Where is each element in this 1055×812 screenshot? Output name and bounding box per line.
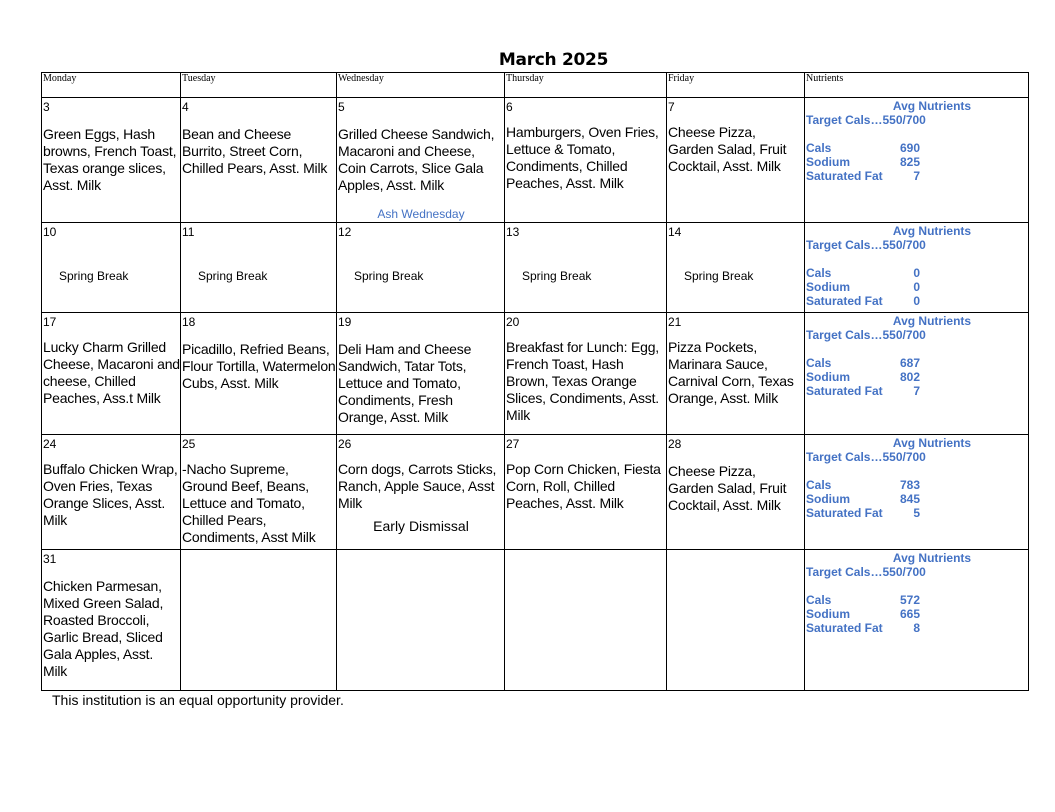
day-number: 27 bbox=[506, 437, 520, 451]
menu-text: Chicken Parmesan, Mixed Green Salad, Roasted Broccoli, Garlic Bread, Sliced Gala Apples, Asst. Milk bbox=[43, 578, 164, 679]
menu-text: Corn dogs, Carrots Sticks, Ranch, Apple Sauce, Asst Milk bbox=[338, 461, 497, 511]
satfat-value: 5 bbox=[913, 506, 920, 520]
day-number: 21 bbox=[668, 315, 682, 329]
sodium-value: 845 bbox=[899, 492, 920, 506]
header-tuesday: Tuesday bbox=[181, 73, 337, 98]
day-cell bbox=[42, 435, 181, 550]
target-cals: Target Cals…550/700 bbox=[806, 565, 926, 579]
day-cell bbox=[42, 550, 181, 691]
menu-text: Green Eggs, Hash browns, French Toast, Texas orange slices, Asst. Milk bbox=[43, 126, 177, 193]
day-number: 12 bbox=[338, 225, 352, 239]
day-cell bbox=[181, 550, 337, 691]
target-cals: Target Cals…550/700 bbox=[806, 328, 926, 342]
menu-text: Spring Break bbox=[59, 269, 129, 283]
day-number: 26 bbox=[338, 437, 352, 451]
cals-label: Cals bbox=[806, 141, 832, 155]
day-cell bbox=[337, 313, 505, 435]
header-monday: Monday bbox=[42, 73, 181, 98]
target-cals: Target Cals…550/700 bbox=[806, 450, 926, 464]
day-number: 24 bbox=[43, 437, 57, 451]
target-cals: Target Cals…550/700 bbox=[806, 238, 926, 252]
day-cell bbox=[505, 435, 667, 550]
menu-text: Spring Break bbox=[354, 269, 424, 283]
menu-text: Spring Break bbox=[522, 269, 592, 283]
satfat-value: 8 bbox=[913, 621, 920, 635]
menu-text: Pizza Pockets, Marinara Sauce, Carnival Corn, Texas Orange, Asst. Milk bbox=[668, 339, 794, 406]
day-number: 13 bbox=[506, 225, 520, 239]
week-row bbox=[42, 313, 1029, 435]
nutrients-cell bbox=[805, 98, 1029, 223]
sodium-value: 825 bbox=[899, 155, 920, 169]
day-number: 19 bbox=[338, 315, 352, 329]
nutrients-cell bbox=[805, 550, 1029, 691]
satfat-label: Saturated Fat bbox=[806, 384, 883, 398]
cals-label: Cals bbox=[806, 266, 832, 280]
day-cell bbox=[505, 313, 667, 435]
day-cell bbox=[181, 435, 337, 550]
nutrients-cell bbox=[805, 313, 1029, 435]
nutrients-heading: Avg Nutrients bbox=[892, 551, 972, 565]
target-cals: Target Cals…550/700 bbox=[806, 113, 926, 127]
day-cell bbox=[667, 223, 805, 313]
day-cell bbox=[505, 98, 667, 223]
sodium-label: Sodium bbox=[806, 492, 850, 506]
day-number: 3 bbox=[43, 100, 50, 114]
cals-value: 783 bbox=[899, 478, 920, 492]
cals-value: 0 bbox=[913, 266, 920, 280]
footer-disclaimer: This institution is an equal opportunity provider. bbox=[52, 692, 344, 708]
day-number: 17 bbox=[43, 315, 57, 329]
header-row bbox=[42, 73, 1029, 98]
day-number: 31 bbox=[43, 552, 57, 566]
week-row bbox=[42, 223, 1029, 313]
day-number: 14 bbox=[668, 225, 682, 239]
nutrients-cell bbox=[805, 223, 1029, 313]
satfat-label: Saturated Fat bbox=[806, 294, 883, 308]
day-number: 4 bbox=[182, 100, 189, 114]
menu-text: Cheese Pizza, Garden Salad, Fruit Cocktail, Asst. Milk bbox=[668, 463, 787, 513]
sodium-label: Sodium bbox=[806, 607, 850, 621]
cals-label: Cals bbox=[806, 356, 832, 370]
day-cell bbox=[181, 98, 337, 223]
menu-text: Spring Break bbox=[684, 269, 754, 283]
nutrients-cell bbox=[805, 435, 1029, 550]
day-cell bbox=[667, 98, 805, 223]
menu-text: Buffalo Chicken Wrap, Oven Fries, Texas Orange Slices, Asst. Milk bbox=[43, 461, 178, 528]
menu-text: Pop Corn Chicken, Fiesta Corn, Roll, Chilled Peaches, Asst. Milk bbox=[506, 461, 661, 511]
day-cell bbox=[42, 313, 181, 435]
nutrients-heading: Avg Nutrients bbox=[892, 436, 972, 450]
satfat-label: Saturated Fat bbox=[806, 169, 883, 183]
cals-value: 687 bbox=[899, 356, 920, 370]
day-number: 18 bbox=[182, 315, 196, 329]
menu-text: -Nacho Supreme, Ground Beef, Beans, Lettuce and Tomato, Chilled Pears, Condiments, Asst Milk bbox=[182, 461, 316, 545]
sodium-value: 0 bbox=[913, 280, 920, 294]
menu-text: Spring Break bbox=[198, 269, 268, 283]
menu-text: Deli Ham and Cheese Sandwich, Tatar Tots, Lettuce and Tomato, Condiments, Fresh Orange, Asst. Milk bbox=[338, 341, 472, 425]
week-row bbox=[42, 435, 1029, 550]
day-cell bbox=[42, 98, 181, 223]
day-cell bbox=[181, 313, 337, 435]
day-number: 28 bbox=[668, 437, 682, 451]
cals-value: 572 bbox=[899, 593, 920, 607]
page-title: March 2025 bbox=[498, 50, 609, 70]
week-row bbox=[42, 550, 1029, 691]
cals-label: Cals bbox=[806, 593, 832, 607]
nutrients-heading: Avg Nutrients bbox=[892, 314, 972, 328]
day-cell bbox=[505, 550, 667, 691]
satfat-label: Saturated Fat bbox=[806, 621, 883, 635]
menu-text: Grilled Cheese Sandwich, Macaroni and Cheese, Coin Carrots, Slice Gala Apples, Asst. Milk bbox=[338, 126, 495, 193]
menu-text: Bean and Cheese Burrito, Street Corn, Chilled Pears, Asst. Milk bbox=[182, 126, 328, 176]
sodium-value: 665 bbox=[899, 607, 920, 621]
header-friday: Friday bbox=[667, 73, 805, 98]
day-number: 25 bbox=[182, 437, 196, 451]
day-number: 10 bbox=[43, 225, 57, 239]
satfat-label: Saturated Fat bbox=[806, 506, 883, 520]
day-number: 6 bbox=[506, 100, 513, 114]
day-cell bbox=[667, 435, 805, 550]
day-note: Ash Wednesday bbox=[377, 207, 465, 221]
header-nutrients: Nutrients bbox=[805, 73, 1029, 98]
menu-text: Picadillo, Refried Beans, Flour Tortilla, Watermelon Cubs, Asst. Milk bbox=[182, 341, 336, 391]
satfat-value: 0 bbox=[913, 294, 920, 308]
day-cell bbox=[337, 98, 505, 223]
day-cell bbox=[337, 435, 505, 550]
day-note: Early Dismissal bbox=[373, 518, 469, 534]
day-cell bbox=[505, 223, 667, 313]
sodium-label: Sodium bbox=[806, 280, 850, 294]
satfat-value: 7 bbox=[913, 169, 920, 183]
menu-text: Cheese Pizza, Garden Salad, Fruit Cocktail, Asst. Milk bbox=[668, 124, 787, 174]
cals-value: 690 bbox=[899, 141, 920, 155]
day-number: 20 bbox=[506, 315, 520, 329]
day-cell bbox=[337, 223, 505, 313]
header-thursday: Thursday bbox=[505, 73, 667, 98]
menu-calendar bbox=[41, 72, 1029, 691]
nutrients-heading: Avg Nutrients bbox=[892, 99, 972, 113]
sodium-value: 802 bbox=[899, 370, 920, 384]
day-cell bbox=[667, 550, 805, 691]
day-number: 11 bbox=[182, 225, 195, 239]
day-cell bbox=[42, 223, 181, 313]
sodium-label: Sodium bbox=[806, 370, 850, 384]
day-number: 7 bbox=[668, 100, 675, 114]
week-row bbox=[42, 98, 1029, 223]
day-cell bbox=[337, 550, 505, 691]
menu-text: Breakfast for Lunch: Egg, French Toast, Hash Brown, Texas Orange Slices, Condiments, Asst. Milk bbox=[506, 339, 659, 423]
cals-label: Cals bbox=[806, 478, 832, 492]
menu-text: Hamburgers, Oven Fries, Lettuce & Tomato, Condiments, Chilled Peaches, Asst. Milk bbox=[506, 124, 659, 191]
header-wednesday: Wednesday bbox=[337, 73, 505, 98]
day-number: 5 bbox=[338, 100, 345, 114]
day-cell bbox=[667, 313, 805, 435]
sodium-label: Sodium bbox=[806, 155, 850, 169]
nutrients-heading: Avg Nutrients bbox=[892, 224, 972, 238]
menu-text: Lucky Charm Grilled Cheese, Macaroni and cheese, Chilled Peaches, Ass.t Milk bbox=[43, 339, 180, 406]
satfat-value: 7 bbox=[913, 384, 920, 398]
day-cell bbox=[181, 223, 337, 313]
